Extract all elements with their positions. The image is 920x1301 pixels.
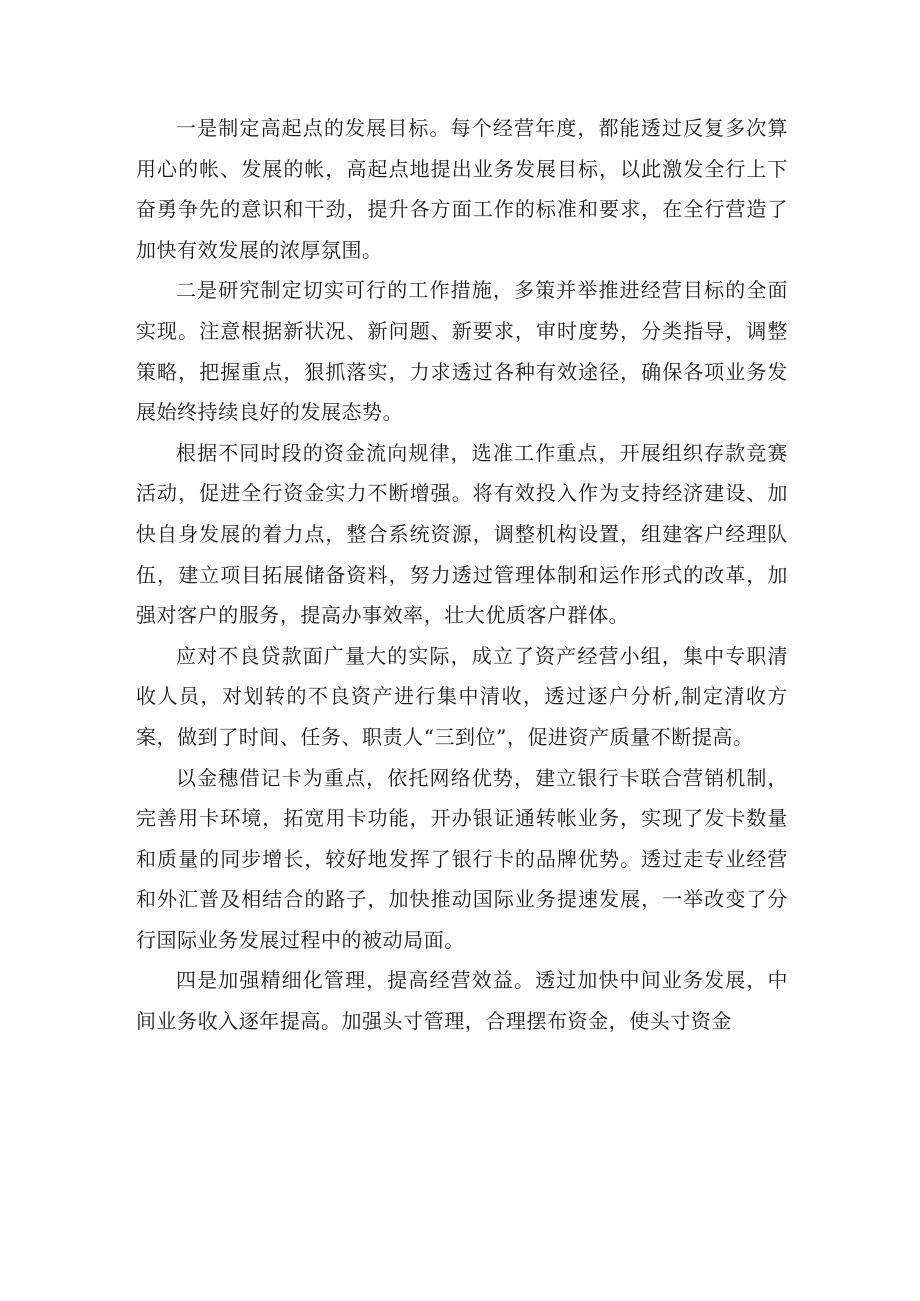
paragraph-6: 四是加强精细化管理，提高经营效益。透过加快中间业务发展，中间业务收入逐年提高。加强头寸管理，合理摆布资金，使头寸资金 [136,968,788,1034]
paragraph-2: 二是研究制定切实可行的工作措施，多策并举推进经营目标的全面实现。注意根据新状况、新问题、新要求，审时度势，分类指导，调整策略，把握重点，狠抓落实，力求透过各种有效途径，确保各项业务发展始终持续良好的发展态势。 [136,278,788,425]
paragraph-5: 以金穗借记卡为重点，依托网络优势，建立银行卡联合营销机制，完善用卡环境，拓宽用卡功能，开办银证通转帐业务，实现了发卡数量和质量的同步增长，较好地发挥了银行卡的品牌优势。透过走专业经营和外汇普及相结合的路子，加快推动国际业务提速发展，一举改变了分行国际业务发展过程中的被动局面。 [136,765,788,952]
document-body [136,108,788,1042]
paragraph-3: 根据不同时段的资金流向规律，选准工作重点，开展组织存款竞赛活动，促进全行资金实力不断增强。将有效投入作为支持经济建设、加快自身发展的着力点，整合系统资源，调整机构设置，组建客户经理队伍，建立项目拓展储备资料，努力透过管理体制和运作形式的改革，加强对客户的服务，提高办事效率，壮大优质客户群体。 [136,440,788,628]
paragraph-4: 应对不良贷款面广量大的实际，成立了资产经营小组，集中专职清收人员，对划转的不良资产进行集中清收，透过逐户分析,制定清收方案，做到了时间、任务、职责人“三到位”，促进资产质量不断提高。 [136,643,788,749]
paragraph-1: 一是制定高起点的发展目标。每个经营年度，都能透过反复多次算用心的帐、发展的帐，高起点地提出业务发展目标，以此激发全行上下奋勇争先的意识和干劲，提升各方面工作的标准和要求，在全行营造了加快有效发展的浓厚氛围。 [136,116,788,262]
